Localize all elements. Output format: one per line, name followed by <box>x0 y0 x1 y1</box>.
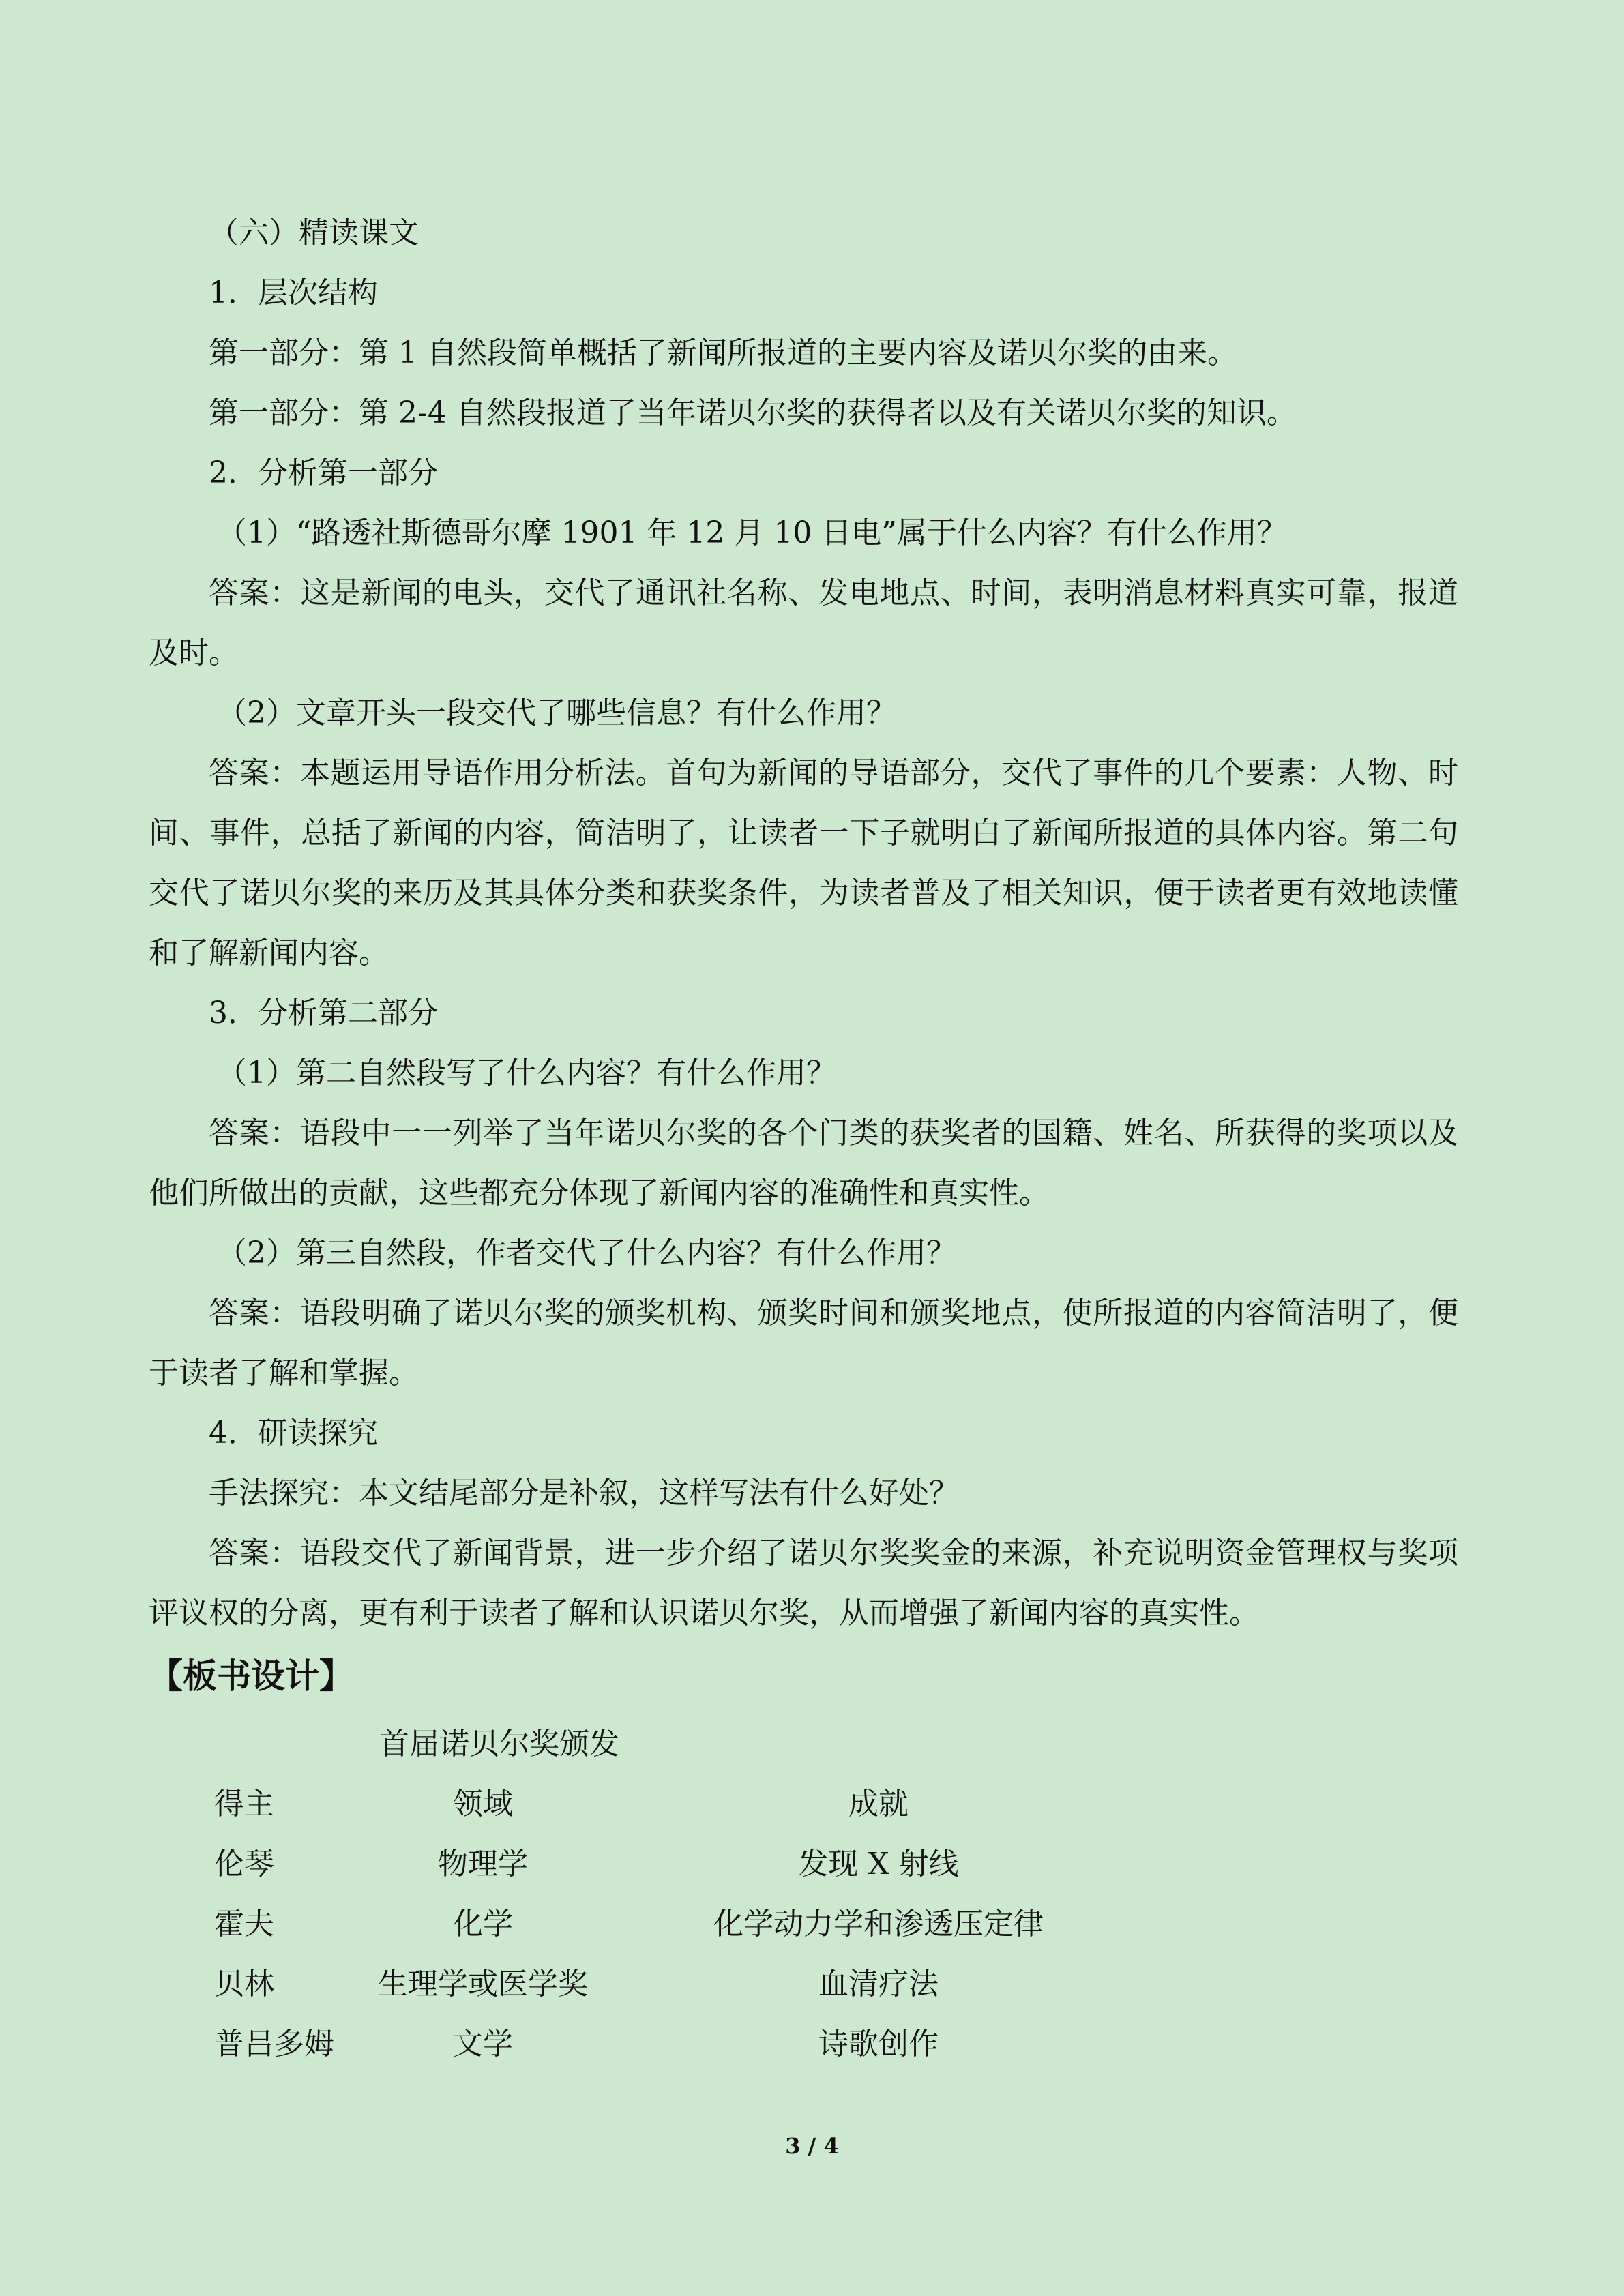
board-achievement: 诗歌创作 <box>818 2027 939 2061</box>
paragraph: 1．层次结构 <box>209 275 378 310</box>
board-winner: 伦琴 <box>214 1847 274 1881</box>
board-row <box>149 1894 1458 1954</box>
paragraph: 答案：语段明确了诺贝尔奖的颁奖机构、颁奖时间和颁奖地点，使所报道的内容简洁明了，便于读者了解和掌握。 <box>149 1296 1458 1390</box>
board-field: 生理学或医学奖 <box>378 1967 588 2001</box>
board-achievement: 发现 X 射线 <box>798 1847 959 1881</box>
board-header-winner: 得主 <box>214 1787 274 1821</box>
board-winner: 贝林 <box>214 1967 274 2001</box>
board-winner: 霍夫 <box>214 1907 274 1941</box>
paragraph: 2．分析第一部分 <box>209 456 438 490</box>
board-row <box>149 2014 1458 2074</box>
paragraph: 第一部分：第 1 自然段简单概括了新闻所报道的主要内容及诺贝尔奖的由来。 <box>209 336 1237 370</box>
paragraph: （2）文章开头一段交代了哪些信息？有什么作用？ <box>217 696 896 730</box>
board-field: 物理学 <box>438 1847 528 1881</box>
paragraph: （2）第三自然段，作者交代了什么内容？有什么作用？ <box>217 1236 956 1270</box>
paragraph: 答案：语段交代了新闻背景，进一步介绍了诺贝尔奖奖金的来源，补充说明资金管理权与奖项评议权的分离，更有利于读者了解和认识诺贝尔奖，从而增强了新闻内容的真实性。 <box>149 1536 1458 1630</box>
board-header-field: 领域 <box>453 1787 513 1821</box>
board-table <box>149 1774 1458 2074</box>
paragraph: 第一部分：第 2-4 自然段报道了当年诺贝尔奖的获得者以及有关诺贝尔奖的知识。 <box>209 396 1297 430</box>
paragraph: 3．分析第二部分 <box>209 996 438 1030</box>
paragraph: （六）精读课文 <box>209 215 419 250</box>
body-text <box>149 203 1458 1643</box>
board-row <box>149 1954 1458 2014</box>
paragraph: 手法探究：本文结尾部分是补叙，这样写法有什么好处？ <box>209 1476 959 1510</box>
paragraph: （1）“路透社斯德哥尔摩 1901 年 12 月 10 日电”属于什么内容？有什么作用？ <box>217 516 1287 550</box>
board-achievement: 血清疗法 <box>818 1967 939 2001</box>
board-row <box>149 1834 1458 1894</box>
board-design <box>149 1714 1458 2061</box>
paragraph: 答案：语段中一一列举了当年诺贝尔奖的各个门类的获奖者的国籍、姓名、所获得的奖项以及他们所做出的贡献，这些都充分体现了新闻内容的准确性和真实性。 <box>149 1116 1458 1210</box>
paragraph: 4．研读探究 <box>209 1416 378 1450</box>
paragraph: （1）第二自然段写了什么内容？有什么作用？ <box>217 1056 836 1090</box>
board-field: 化学 <box>453 1907 513 1941</box>
page-number: 3 / 4 <box>785 2133 839 2159</box>
paragraph: 答案：这是新闻的电头，交代了通讯社名称、发电地点、时间，表明消息材料真实可靠，报道及时。 <box>149 576 1458 670</box>
board-achievement: 化学动力学和渗透压定律 <box>713 1907 1044 1941</box>
board-winner: 普吕多姆 <box>214 2027 334 2061</box>
paragraph: 答案：本题运用导语作用分析法。首句为新闻的导语部分，交代了事件的几个要素：人物、时间、事件，总括了新闻的内容，简洁明了，让读者一下子就明白了新闻所报道的具体内容。第二句交代了诺贝尔奖的来历及其具体分类和获奖条件，为读者普及了相关知识，便于读者更有效地读懂和了解新闻内容。 <box>149 756 1458 970</box>
board-header-row <box>149 1774 1458 1834</box>
board-field: 文学 <box>453 2027 513 2061</box>
board-design-heading: 【板书设计】 <box>149 1656 353 1696</box>
page-content <box>149 203 1458 2061</box>
board-header-achievement: 成就 <box>848 1787 909 1821</box>
board-title: 首届诺贝尔奖颁发 <box>379 1727 619 1761</box>
